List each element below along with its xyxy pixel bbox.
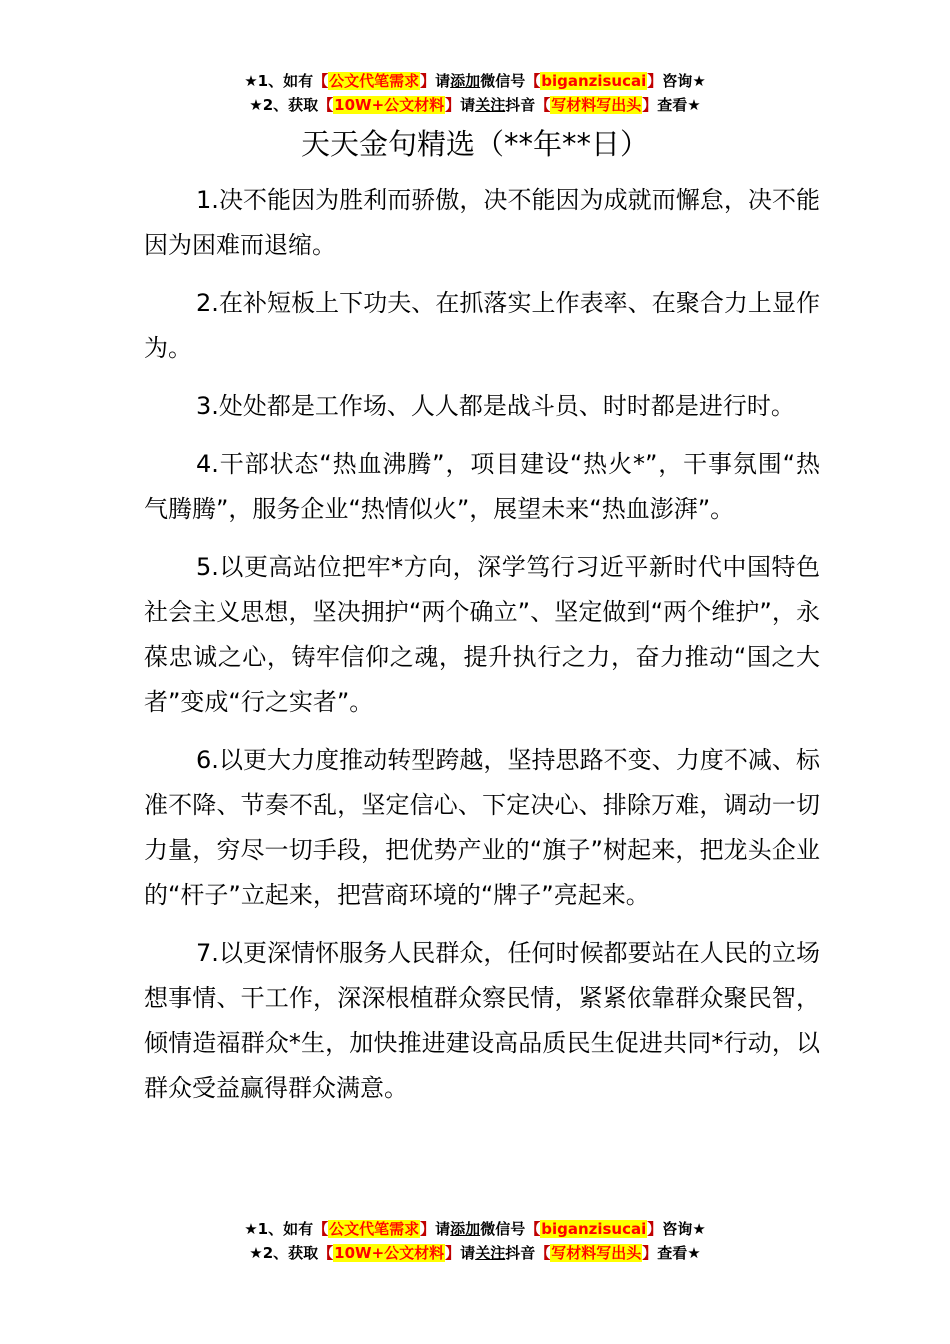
banner-text: 请	[460, 96, 476, 114]
paragraph: 3.处处都是工作场、人人都是战斗员、时时都是进行时。	[196, 392, 795, 420]
douyin-id-highlight: 写材料写出头	[551, 1244, 642, 1262]
bracket: 【	[535, 96, 551, 114]
paragraph: 4.干部状态“热血沸腾”，项目建设“热火*”，干事氛围“热气腾腾”，服务企业“热情似火”，展望未来“热血澎湃”。	[144, 450, 820, 523]
banner-line-2	[0, 93, 950, 117]
highlight-text: 公文代笔需求	[329, 1220, 420, 1238]
banner-text: 查看	[657, 1244, 688, 1262]
underlined-text: 添加	[450, 1220, 481, 1238]
banner-text: 请	[435, 1220, 451, 1238]
bracket: 】	[445, 96, 461, 114]
banner-text: 1、如有	[257, 72, 314, 90]
wechat-id-highlight: biganzisucai	[541, 72, 647, 90]
banner-text: 微信号	[480, 72, 526, 90]
highlight-text: 10W+公文材料	[334, 1244, 445, 1262]
bracket: 【	[535, 1244, 551, 1262]
banner-text: 请	[435, 72, 451, 90]
paragraph: 1.决不能因为胜利而骄傲，决不能因为成就而懈怠，决不能因为困难而退缩。	[144, 186, 820, 259]
banner-text: 抖音	[505, 96, 536, 114]
bracket: 【	[318, 96, 334, 114]
bracket: 【	[313, 72, 329, 90]
bracket: 【	[525, 1220, 541, 1238]
bracket: 】	[642, 96, 658, 114]
underlined-text: 关注	[475, 96, 506, 114]
banner-text: 请	[460, 1244, 476, 1262]
banner-text: 2、获取	[262, 1244, 319, 1262]
star-icon: ★	[687, 1244, 701, 1262]
banner-line-1	[0, 1217, 950, 1241]
wechat-id-highlight: biganzisucai	[541, 1220, 647, 1238]
footer-banner	[0, 1217, 950, 1265]
star-icon: ★	[244, 72, 258, 90]
star-icon: ★	[244, 1220, 258, 1238]
banner-text: 2、获取	[262, 96, 319, 114]
banner-text: 微信号	[480, 1220, 526, 1238]
paragraph: 7.以更深情怀服务人民群众，任何时候都要站在人民的立场想事情、干工作，深深根植群众察民情，紧紧依靠群众聚民智，倾情造福群众*生，加快推进建设高品质民生促进共同*行动，以群众受益赢得群众满意。	[144, 939, 820, 1102]
bracket: 】	[420, 1220, 436, 1238]
banner-text: 咨询	[662, 72, 693, 90]
document-title: 天天金句精选（**年**日）	[300, 127, 649, 161]
paragraph: 6.以更大力度推动转型跨越，坚持思路不变、力度不减、标准不降、节奏不乱，坚定信心、下定决心、排除万难，调动一切力量，穷尽一切手段，把优势产业的“旗子”树起来，把龙头企业的“杆子”立起来，把营商环境的“牌子”亮起来。	[144, 746, 820, 909]
header-banner	[0, 69, 950, 117]
banner-text: 咨询	[662, 1220, 693, 1238]
bracket: 】	[420, 72, 436, 90]
star-icon: ★	[692, 1220, 706, 1238]
highlight-text: 10W+公文材料	[334, 96, 445, 114]
bracket: 】	[642, 1244, 658, 1262]
banner-text: 查看	[657, 96, 688, 114]
underlined-text: 添加	[450, 72, 481, 90]
paragraph: 2.在补短板上下功夫、在抓落实上作表率、在聚合力上显作为。	[144, 289, 820, 362]
star-icon: ★	[692, 72, 706, 90]
bracket: 】	[445, 1244, 461, 1262]
bracket: 【	[525, 72, 541, 90]
banner-text: 抖音	[505, 1244, 536, 1262]
bracket: 【	[318, 1244, 334, 1262]
bracket: 【	[313, 1220, 329, 1238]
highlight-text: 公文代笔需求	[329, 72, 420, 90]
banner-line-1	[0, 69, 950, 93]
banner-line-2	[0, 1241, 950, 1265]
star-icon: ★	[687, 96, 701, 114]
star-icon: ★	[249, 96, 263, 114]
bracket: 】	[647, 72, 663, 90]
banner-text: 1、如有	[257, 1220, 314, 1238]
star-icon: ★	[249, 1244, 263, 1262]
underlined-text: 关注	[475, 1244, 506, 1262]
bracket: 】	[647, 1220, 663, 1238]
document-body	[144, 178, 820, 1124]
paragraph: 5.以更高站位把牢*方向，深学笃行习近平新时代中国特色社会主义思想，坚决拥护“两个确立”、坚定做到“两个维护”，永葆忠诚之心，铸牢信仰之魂，提升执行之力，奋力推动“国之大者”变成“行之实者”。	[144, 553, 820, 716]
douyin-id-highlight: 写材料写出头	[551, 96, 642, 114]
